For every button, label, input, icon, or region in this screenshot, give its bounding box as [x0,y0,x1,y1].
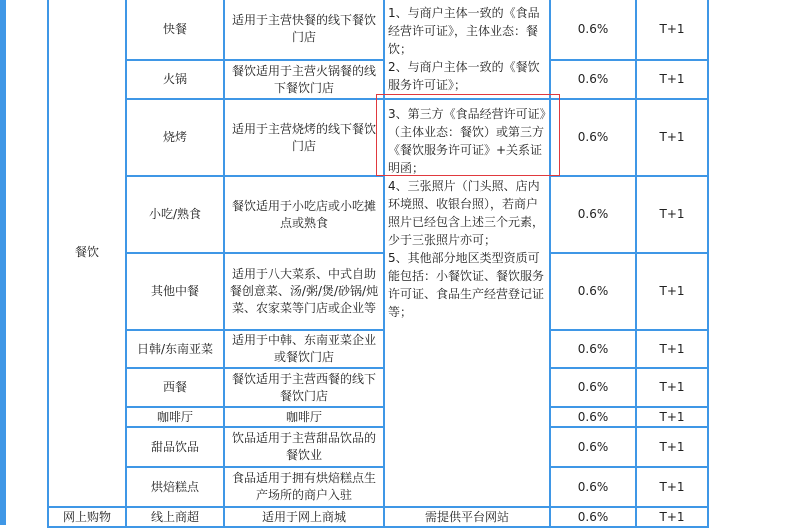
table-row [48,407,708,427]
subcategory-cell: 西餐 [126,368,224,407]
requirement-item-3: 3、第三方《食品经营许可证》（主体业态：餐饮）或第三方《餐饮服务许可证》+关系证明函； [388,107,546,175]
table-row [48,368,708,407]
subcategory-cell: 甜品饮品 [126,427,224,467]
table-row [48,330,708,368]
requirement-item-1: 1、与商户主体一致的《食品经营许可证》，主体业态：餐饮； [388,6,540,56]
description-cell: 适用于主营烧烤的线下餐饮门店 [224,99,384,176]
subcategory-cell: 火锅 [126,60,224,99]
subcategory-cell: 快餐 [126,0,224,60]
requirement-cell [384,99,550,507]
requirement-cell: 需提供平台网站 [384,507,550,527]
requirement-cell [384,0,550,99]
rate-cell: 0.6% [550,368,636,407]
rate-cell: 0.6% [550,253,636,330]
requirement-item-4: 4、三张照片（门头照、店内环境照、收银台照），若商户照片已经包含上述三个元素，少于三张照片亦可； [388,179,545,247]
subcategory-cell: 小吃/熟食 [126,176,224,253]
table-row [48,467,708,507]
rate-cell: 0.6% [550,427,636,467]
table-row [48,176,708,253]
rate-cell: 0.6% [550,330,636,368]
table-row [48,99,708,176]
settlement-cell: T+1 [636,0,708,60]
rate-cell: 0.6% [550,407,636,427]
description-cell: 餐饮适用于主营西餐的线下餐饮门店 [224,368,384,407]
rate-cell: 0.6% [550,176,636,253]
subcategory-cell: 日韩/东南亚菜 [126,330,224,368]
category-cell-online: 网上购物 [48,507,126,527]
subcategory-cell: 线上商超 [126,507,224,527]
subcategory-cell: 烧烤 [126,99,224,176]
rate-cell: 0.6% [550,60,636,99]
description-cell: 适用于八大菜系、中式自助餐创意菜、汤/粥/煲/砂锅/炖菜、农家菜等门店或企业等 [224,253,384,330]
settlement-cell: T+1 [636,330,708,368]
description-cell: 适用于网上商城 [224,507,384,527]
table-row [48,427,708,467]
table-row [48,253,708,330]
description-cell: 饮品适用于主营甜品饮品的餐饮业 [224,427,384,467]
left-border-strip [0,0,6,525]
requirement-item-5: 5、其他部分地区类型资质可能包括：小餐饮证、餐饮服务许可证、食品生产经营登记证等； [388,251,545,319]
requirement-item-2: 2、与商户主体一致的《餐饮服务许可证》； [388,60,540,92]
description-cell: 食品适用于拥有烘焙糕点生产场所的商户入驻 [224,467,384,507]
description-cell: 咖啡厅 [224,407,384,427]
settlement-cell: T+1 [636,99,708,176]
settlement-cell: T+1 [636,407,708,427]
rate-cell: 0.6% [550,0,636,60]
subcategory-cell: 烘焙糕点 [126,467,224,507]
subcategory-cell: 其他中餐 [126,253,224,330]
rate-cell: 0.6% [550,467,636,507]
settlement-cell: T+1 [636,507,708,527]
settlement-cell: T+1 [636,427,708,467]
table-row [48,507,708,527]
settlement-cell: T+1 [636,176,708,253]
description-cell: 适用于中韩、东南亚菜企业或餐饮门店 [224,330,384,368]
merchant-category-table [47,0,709,528]
settlement-cell: T+1 [636,60,708,99]
settlement-cell: T+1 [636,253,708,330]
table-row [48,60,708,99]
description-cell: 餐饮适用于小吃店或小吃摊点或熟食 [224,176,384,253]
rate-cell: 0.6% [550,507,636,527]
settlement-cell: T+1 [636,368,708,407]
rate-cell: 0.6% [550,99,636,176]
category-cell-catering: 餐饮 [48,0,126,507]
settlement-cell: T+1 [636,467,708,507]
table-row [48,0,708,60]
description-cell: 餐饮适用于主营火锅餐的线下餐饮门店 [224,60,384,99]
description-cell: 适用于主营快餐的线下餐饮门店 [224,0,384,60]
subcategory-cell: 咖啡厅 [126,407,224,427]
